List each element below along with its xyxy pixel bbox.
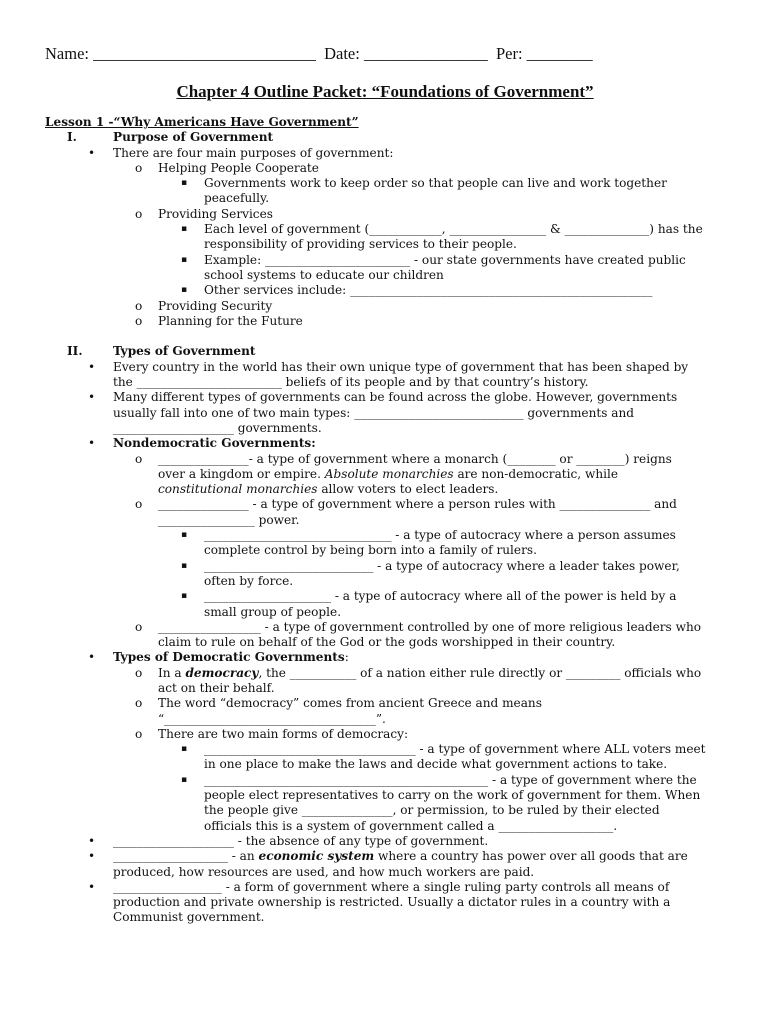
square-marker: ▪	[181, 254, 188, 265]
outline-line: • There are four main purposes of government:	[88, 145, 394, 160]
square-marker: ▪	[181, 285, 188, 296]
outline-line: responsibility of providing services to their people.	[204, 237, 517, 252]
outline-line: • ___________________ - an economic system where a country has power over all goods that are	[88, 849, 688, 864]
circle-marker: o	[135, 313, 143, 328]
outline-line: school systems to educate our children	[204, 267, 444, 282]
outline-line: o In a democracy, the ___________ of a nation either rule directly or _________ officials who	[135, 665, 702, 680]
outline-line: complete control by being born into a family of rulers.	[204, 543, 537, 558]
outline-line: o The word “democracy” comes from ancient Greece and means	[135, 696, 542, 711]
outline-line: ________________ power.	[158, 512, 300, 527]
outline-line: • Types of Democratic Governments:	[0, 650, 770, 665]
subheading: Nondemocratic Governments:	[113, 436, 316, 451]
bullet-marker: •	[88, 650, 96, 665]
outline-line: officials this is a system of government called a ___________________.	[204, 818, 618, 833]
outline-line: • __________________ - a form of government where a single ruling party controls all means of	[88, 879, 670, 894]
bullet-marker: •	[88, 436, 96, 451]
outline-line: often by force.	[204, 573, 294, 588]
circle-marker: o	[135, 206, 143, 221]
bullet-marker: •	[88, 849, 96, 864]
bullet-marker: •	[88, 145, 96, 160]
outline-line: ▪ ____________________________ - a type of autocracy where a leader takes power,	[181, 558, 680, 573]
outline-line: the people give _______________, or permission, to be ruled by their elected	[204, 803, 660, 818]
outline-line: “___________________________________”.	[158, 711, 386, 726]
section-title: Purpose of Government	[113, 130, 274, 145]
outline-line: ▪ _______________________________ - a type of autocracy where a person assumes	[181, 528, 676, 543]
square-marker: ▪	[181, 560, 188, 571]
outline-line: ▪ ___________________________________ - a type of government where ALL voters meet	[181, 742, 706, 757]
outline-line: act on their behalf.	[158, 680, 275, 695]
outline-line: ▪ Each level of government (____________, ________________ & ______________) has the	[181, 222, 703, 237]
outline-line: production and private ownership is restricted. Usually a dictator rules in a country with a	[113, 895, 671, 910]
outline-line: o Providing Services	[135, 206, 273, 221]
outline-line: ▪ Other services include: __________________________________________________	[181, 283, 653, 298]
outline-line	[0, 436, 770, 451]
section-heading	[0, 344, 770, 359]
circle-marker: o	[135, 451, 143, 466]
lesson-heading: Lesson 1 -“Why Americans Have Government”	[45, 115, 359, 129]
section-title: Types of Government	[113, 344, 256, 359]
bullet-marker: •	[88, 879, 96, 894]
outline-line: Communist government.	[113, 910, 265, 925]
bullet-marker: •	[88, 390, 96, 405]
outline-line: small group of people.	[204, 604, 342, 619]
circle-marker: o	[135, 497, 143, 512]
outline-line: • Many different types of governments can be found across the globe. However, governments	[88, 390, 678, 405]
circle-marker: o	[135, 298, 143, 313]
bullet-marker: •	[88, 359, 96, 374]
outline-line: o _________________ - a type of government controlled by one of more religious leaders who	[135, 619, 702, 634]
bullet-marker: •	[88, 833, 96, 848]
outline-line: peacefully.	[204, 191, 270, 206]
spacer	[0, 329, 770, 344]
outline-line: • Every country in the world has their own unique type of government that has been shaped by	[88, 359, 689, 374]
outline-body	[0, 115, 770, 926]
roman-numeral: I.	[67, 130, 77, 145]
outline-line: produced, how resources are used, and how much workers are paid.	[113, 864, 535, 879]
outline-line: claim to rule on behalf of the God or the gods worshipped in their country.	[158, 635, 616, 650]
page-title: Chapter 4 Outline Packet: “Foundations of Government”	[176, 82, 594, 101]
outline-line: in one place to make the laws and decide what government actions to take.	[204, 757, 668, 772]
outline-line: ▪ _____________________ - a type of autocracy where all of the power is held by a	[181, 589, 677, 604]
circle-marker: o	[135, 619, 143, 634]
square-marker: ▪	[181, 530, 188, 541]
circle-marker: o	[135, 665, 143, 680]
outline-line: the ________________________ beliefs of its people and by that country’s history.	[113, 375, 589, 390]
circle-marker: o	[135, 160, 143, 175]
outline-line: ▪ Governments work to keep order so that people can live and work together	[181, 176, 667, 191]
outline-line: o Helping People Cooperate	[135, 160, 319, 175]
outline-line: ▪ Example: ________________________ - our state governments have created public	[181, 252, 686, 267]
square-marker: ▪	[181, 178, 188, 189]
square-marker: ▪	[181, 224, 188, 235]
outline-line: o Planning for the Future	[135, 313, 303, 328]
outline-line: • ____________________ - the absence of any type of government.	[88, 833, 489, 848]
outline-line: o _______________- a type of government where a monarch (________ or ________) reigns	[135, 451, 672, 466]
outline-line: ▪ _______________________________________________ - a type of government where the	[181, 772, 697, 787]
subheading: Types of Democratic Governments	[113, 650, 345, 665]
outline-line: ____________________ governments.	[113, 420, 322, 435]
circle-marker: o	[135, 696, 143, 711]
header-name-date-period: Name: ___________________________ Date: _______________ Per: ________	[45, 44, 593, 63]
square-marker: ▪	[181, 774, 188, 785]
outline-line: o Providing Security	[135, 298, 273, 313]
square-marker: ▪	[181, 744, 188, 755]
circle-marker: o	[135, 726, 143, 741]
outline-line: people elect representatives to carry on the work of government for them. When	[204, 788, 701, 803]
outline-line: o There are two main forms of democracy:	[135, 726, 409, 741]
outline-line: o _______________ - a type of government where a person rules with _______________ and	[135, 497, 677, 512]
roman-numeral: II.	[67, 344, 83, 359]
outline-line: constitutional monarchies allow voters to elect leaders.	[158, 482, 499, 497]
outline-line: over a kingdom or empire. Absolute monarchies are non-democratic, while	[158, 466, 619, 481]
outline-line: usually fall into one of two main types: ____________________________ governments and	[113, 405, 635, 420]
square-marker: ▪	[181, 591, 188, 602]
section-heading	[0, 130, 770, 145]
